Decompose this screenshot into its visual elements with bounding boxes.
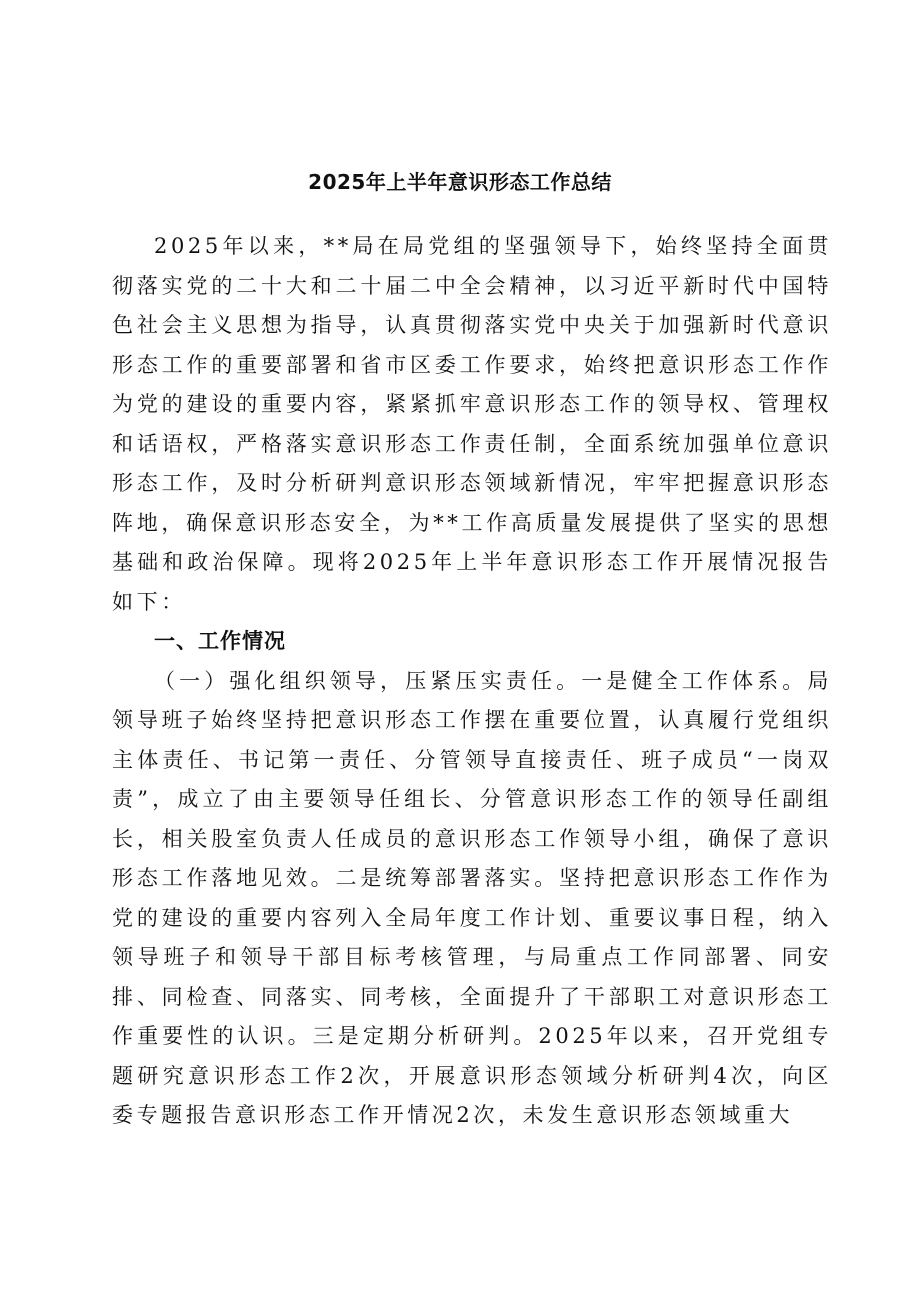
intro-paragraph: 2025年以来，**局在局党组的坚强领导下，始终坚持全面贯彻落实党的二十大和二十届二中全会精神，以习近平新时代中国特色社会主义思想为指导，认真贯彻落实党中央关于加强新时代意识形态工作的重要部署和省市区委工作要求，始终把意识形态工作作为党的建设的重要内容，紧紧抓牢意识形态工作的领导权、管理权和话语权，严格落实意识形态工作责任制，全面系统加强单位意识形态工作，及时分析研判意识形态领域新情况，牢牢把握意识形态阵地，确保意识形态安全，为**工作高质量发展提供了坚实的思想基础和政治保障。现将2025年上半年意识形态工作开展情况报告如下： (112, 234, 832, 614)
document-title: 2025年上半年意识形态工作总结 (308, 170, 612, 194)
document-body (112, 227, 832, 1136)
section-heading: 一、工作情况 (154, 629, 286, 653)
section-paragraph: （一）强化组织领导，压紧压实责任。一是健全工作体系。局领导班子始终坚持把意识形态工作摆在重要位置，认真履行党组织主体责任、书记第一责任、分管领导直接责任、班子成员“一岗双责”，成立了由主要领导任组长、分管意识形态工作的领导任副组长，相关股室负责人任成员的意识形态工作领导小组，确保了意识形态工作落地见效。二是统筹部署落实。坚持把意识形态工作作为党的建设的重要内容列入全局年度工作计划、重要议事日程，纳入领导班子和领导干部目标考核管理，与局重点工作同部署、同安排、同检查、同落实、同考核，全面提升了干部职工对意识形态工作重要性的认识。三是定期分析研判。2025年以来，召开党组专题研究意识形态工作2次，开展意识形态领域分析研判4次，向区委专题报告意识形态工作开情况2次，未发生意识形态领域重大 (112, 668, 832, 1127)
